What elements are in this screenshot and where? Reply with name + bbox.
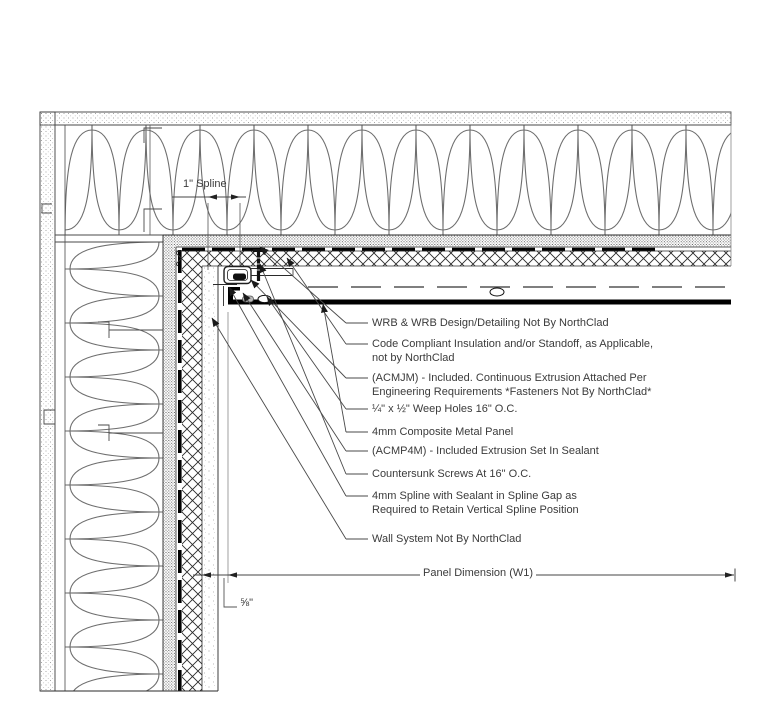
annotation-acmp4m: (ACMP4M) - Included Extrusion Set In Sealant — [372, 445, 599, 457]
weep-hole-field — [490, 288, 504, 296]
spline-dimension-label: 1" Spline — [183, 178, 227, 190]
annotation-acmjm: (ACMJM) - Included. Continuous Extrusion Attached Per Engineering Requirements *Fasteners Not By NorthClad* — [372, 372, 652, 398]
annotation-code-insulation: Code Compliant Insulation and/or Standoff, as Applicable, not by NorthClad — [372, 338, 654, 364]
annotation-weep-holes: ¼" x ½" Weep Holes 16" O.C. — [372, 403, 518, 415]
gyp-sheathing-band — [202, 266, 218, 691]
annotation-spline: 4mm Spline with Sealant in Spline Gap as Required to Retain Vertical Spline Position — [372, 490, 579, 516]
batt-insulation-top — [55, 125, 731, 235]
annotation-screws: Countersunk Screws At 16" O.C. — [372, 468, 532, 480]
annotation-wall-system: Wall System Not By NorthClad — [372, 533, 522, 545]
annotation-wrb: WRB & WRB Design/Detailing Not By NorthClad — [372, 317, 609, 329]
leader-lines — [212, 247, 368, 539]
annotation-panel: 4mm Composite Metal Panel — [372, 426, 514, 438]
offset-dimension-label: ⅝" — [240, 597, 254, 609]
panel-dimension-label: Panel Dimension (W1) — [423, 567, 534, 579]
